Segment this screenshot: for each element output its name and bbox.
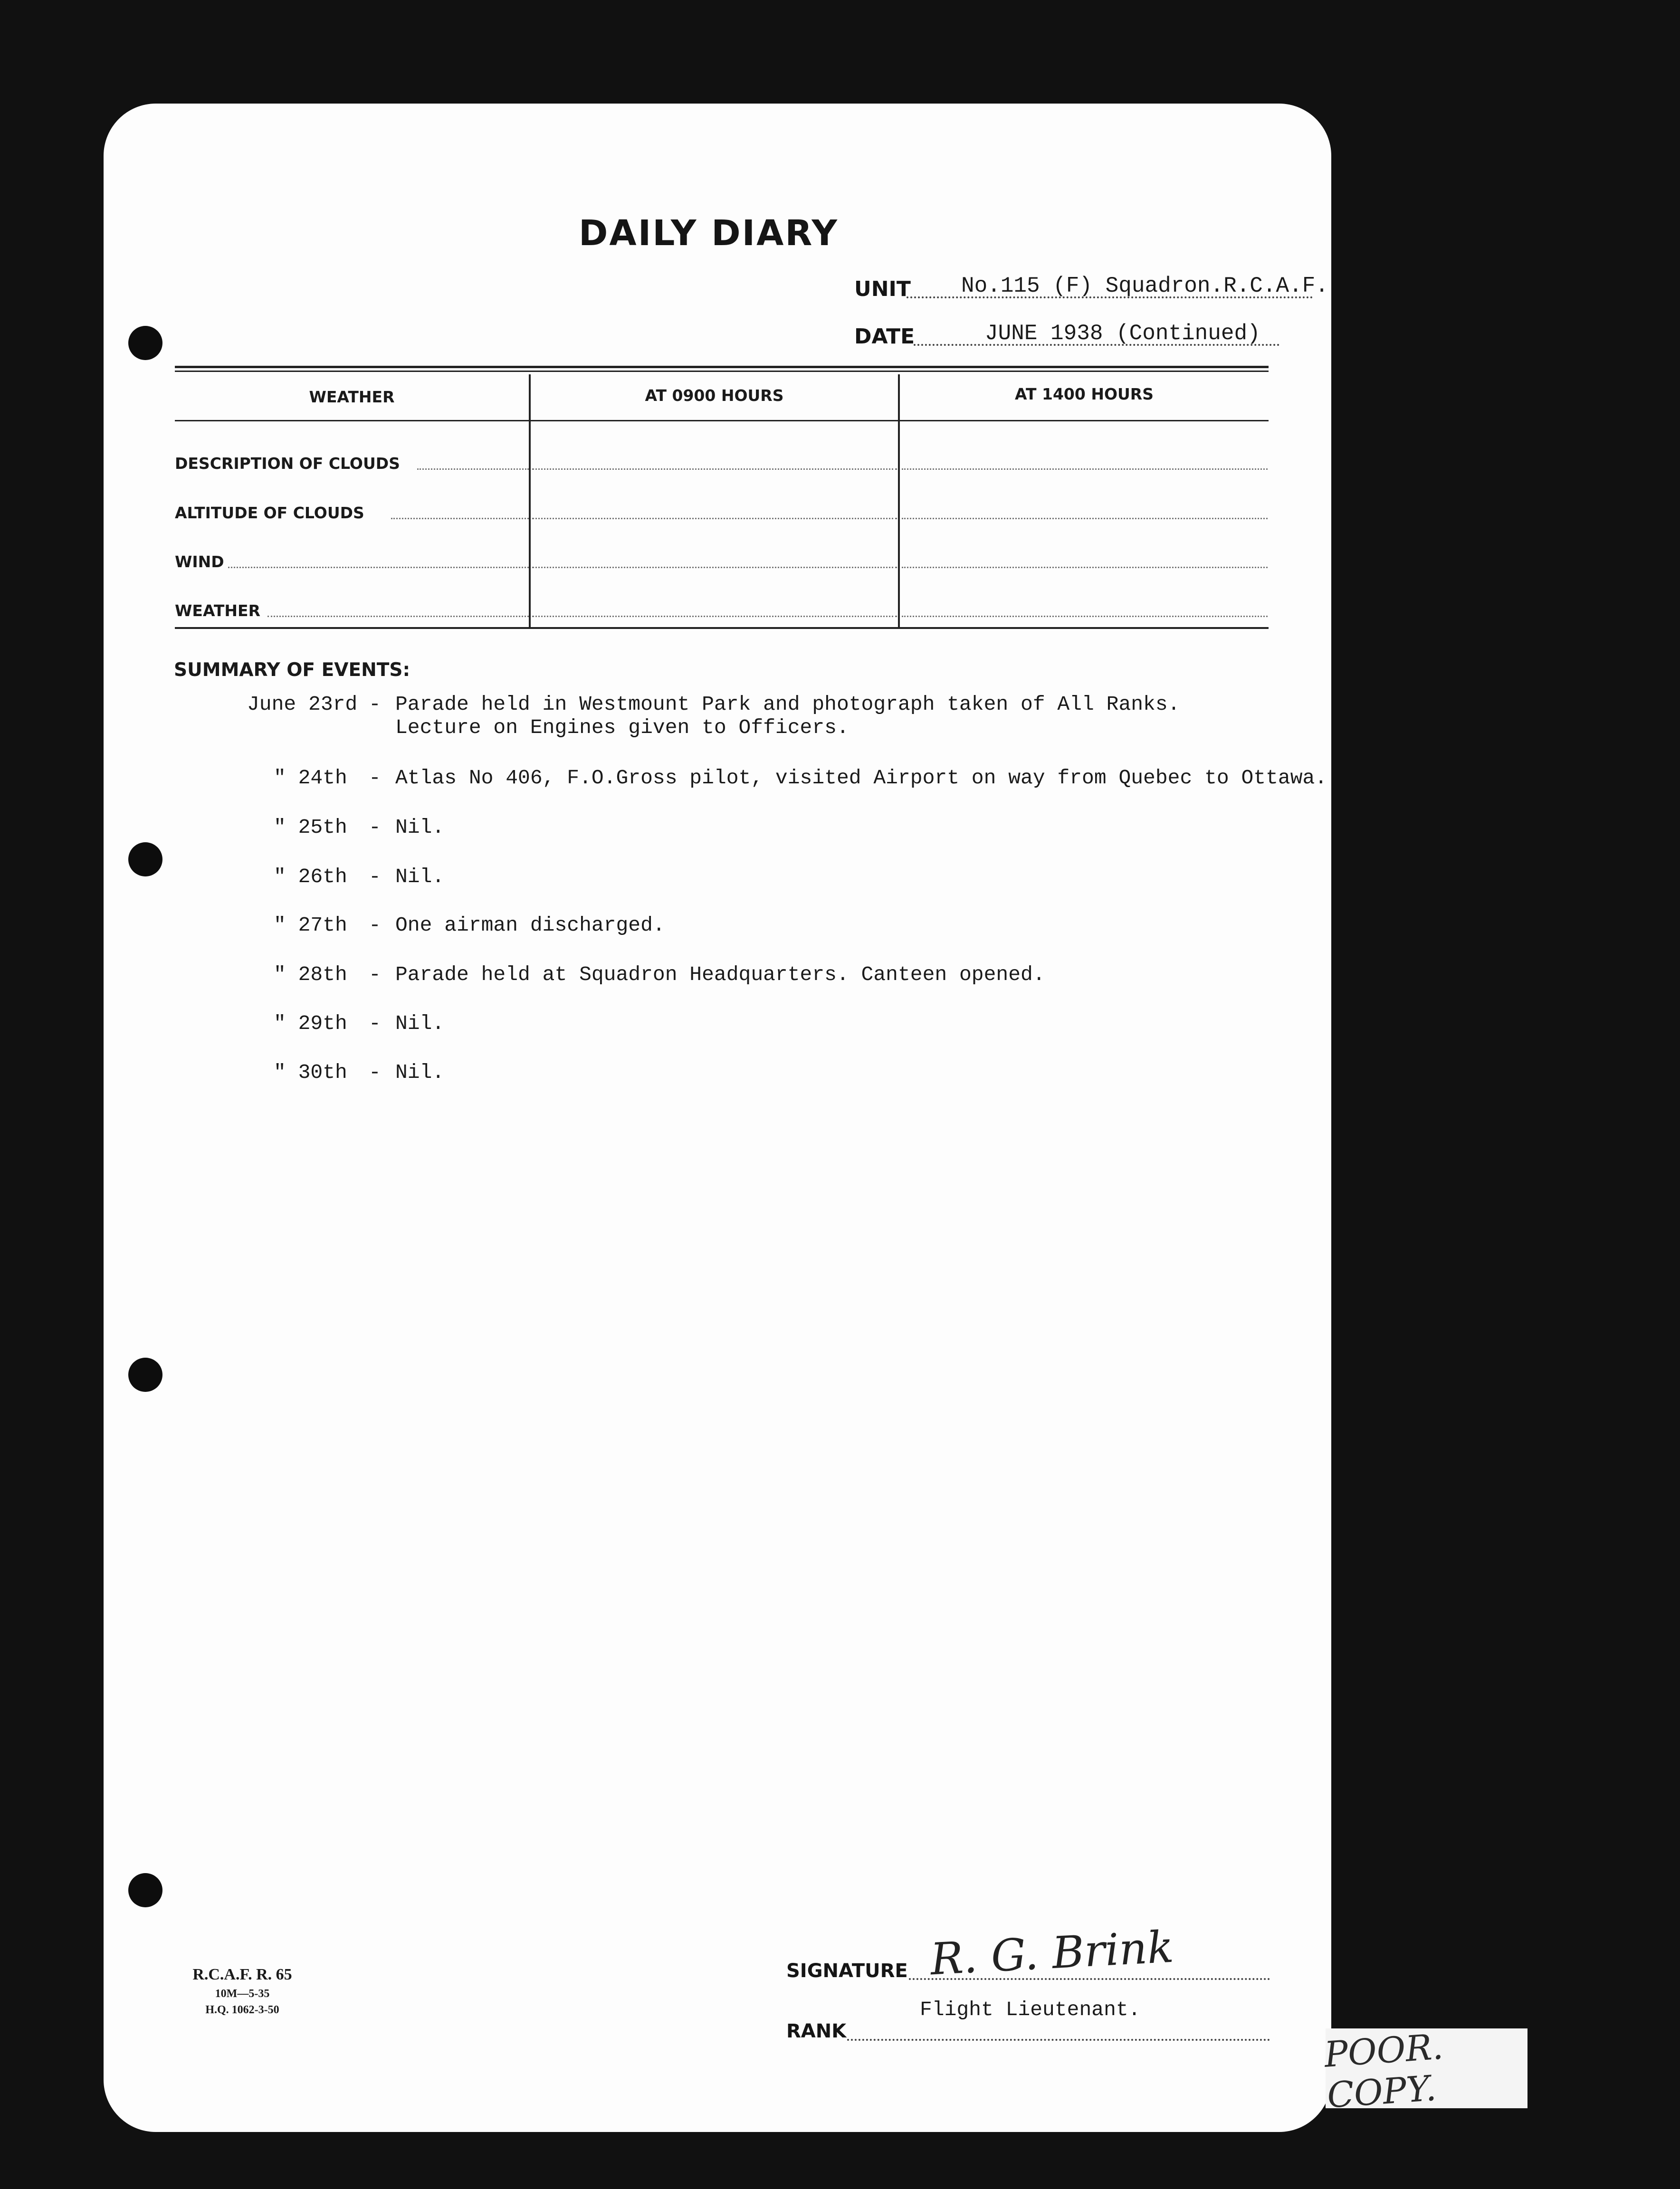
- entry-date: " 29th: [274, 1012, 347, 1035]
- entry-date: " 24th: [274, 766, 347, 790]
- entry-text: Nil.: [395, 816, 445, 839]
- entry-dash: -: [369, 1012, 381, 1035]
- entry-date: " 30th: [274, 1061, 347, 1084]
- entry-text: Nil.: [395, 865, 445, 888]
- entry-dash: -: [369, 963, 381, 986]
- table-bottom-rule: [175, 627, 1269, 629]
- punch-hole: [128, 1873, 162, 1907]
- entry-date: " 26th: [274, 865, 347, 888]
- entry-text: Parade held at Squadron Headquarters. Canteen opened.: [395, 963, 1045, 986]
- punch-hole: [128, 326, 162, 360]
- row-dotted-line: [532, 616, 897, 617]
- stamp-text: POOR. COPY.: [1323, 2026, 1445, 2116]
- entry-date: " 27th: [274, 914, 347, 937]
- punch-hole: [128, 1358, 162, 1392]
- entry-dash: -: [369, 1061, 381, 1084]
- row-dotted-line: [902, 567, 1268, 568]
- entry-dash: -: [369, 865, 381, 888]
- clouds-altitude-label: ALTITUDE OF CLOUDS: [175, 504, 364, 522]
- afternoon-column-header: AT 1400 HOURS: [1015, 385, 1154, 403]
- morning-column-header: AT 0900 HOURS: [645, 386, 784, 405]
- weather-label: WEATHER: [175, 601, 261, 620]
- poor-copy-stamp: [1323, 2026, 1527, 2116]
- entry-date: June 23rd: [247, 693, 358, 716]
- entry-date: " 28th: [274, 963, 347, 986]
- entry-text: Lecture on Engines given to Officers.: [395, 716, 849, 739]
- table-column-divider: [898, 374, 900, 628]
- print-code: H.Q. 1062-3-50: [205, 2004, 279, 2016]
- row-dotted-line: [267, 616, 529, 617]
- entry-text: Atlas No 406, F.O.Gross pilot, visited Airport on way from Quebec to Ottawa.: [395, 766, 1327, 790]
- entry-dash: -: [369, 914, 381, 937]
- entry-dash: -: [369, 816, 381, 839]
- table-header-rule: [175, 420, 1269, 421]
- row-dotted-line: [532, 567, 897, 568]
- summary-heading: SUMMARY OF EVENTS:: [174, 659, 410, 681]
- row-dotted-line: [902, 616, 1268, 617]
- table-column-divider: [529, 374, 531, 628]
- row-dotted-line: [391, 518, 529, 519]
- row-dotted-line: [228, 567, 529, 568]
- unit-value: No.115 (F) Squadron.R.C.A.F.: [961, 274, 1328, 298]
- date-label: DATE: [854, 324, 915, 349]
- table-top-rule: [175, 371, 1269, 372]
- entry-date: " 25th: [274, 816, 347, 839]
- row-dotted-line: [417, 468, 529, 470]
- signature-label: SIGNATURE: [786, 1960, 908, 1982]
- entry-dash: -: [369, 766, 381, 790]
- punch-hole: [128, 842, 162, 876]
- row-dotted-line: [902, 468, 1268, 470]
- row-dotted-line: [902, 518, 1268, 519]
- form-code: R.C.A.F. R. 65: [192, 1966, 292, 1983]
- entry-dash: -: [369, 693, 381, 716]
- print-code: 10M—5-35: [215, 1988, 270, 2000]
- table-top-rule: [175, 366, 1269, 368]
- entry-text: Nil.: [395, 1061, 445, 1084]
- form-title: DAILY DIARY: [579, 213, 839, 254]
- entry-text: Nil.: [395, 1012, 445, 1035]
- diary-sheet: [104, 104, 1331, 2132]
- row-dotted-line: [532, 518, 897, 519]
- rank-label: RANK: [786, 2020, 847, 2042]
- date-value: JUNE 1938 (Continued): [985, 321, 1260, 346]
- rank-value: Flight Lieutenant.: [920, 1998, 1141, 2021]
- unit-label: UNIT: [854, 277, 911, 301]
- entry-text: One airman discharged.: [395, 914, 665, 937]
- weather-column-header: WEATHER: [309, 388, 395, 406]
- row-dotted-line: [532, 468, 897, 470]
- entry-text: Parade held in Westmount Park and photograph taken of All Ranks.: [395, 693, 1180, 716]
- wind-label: WIND: [175, 552, 224, 571]
- handwritten-signature: R. G. Brink: [929, 1921, 1175, 1985]
- clouds-description-label: DESCRIPTION OF CLOUDS: [175, 454, 400, 473]
